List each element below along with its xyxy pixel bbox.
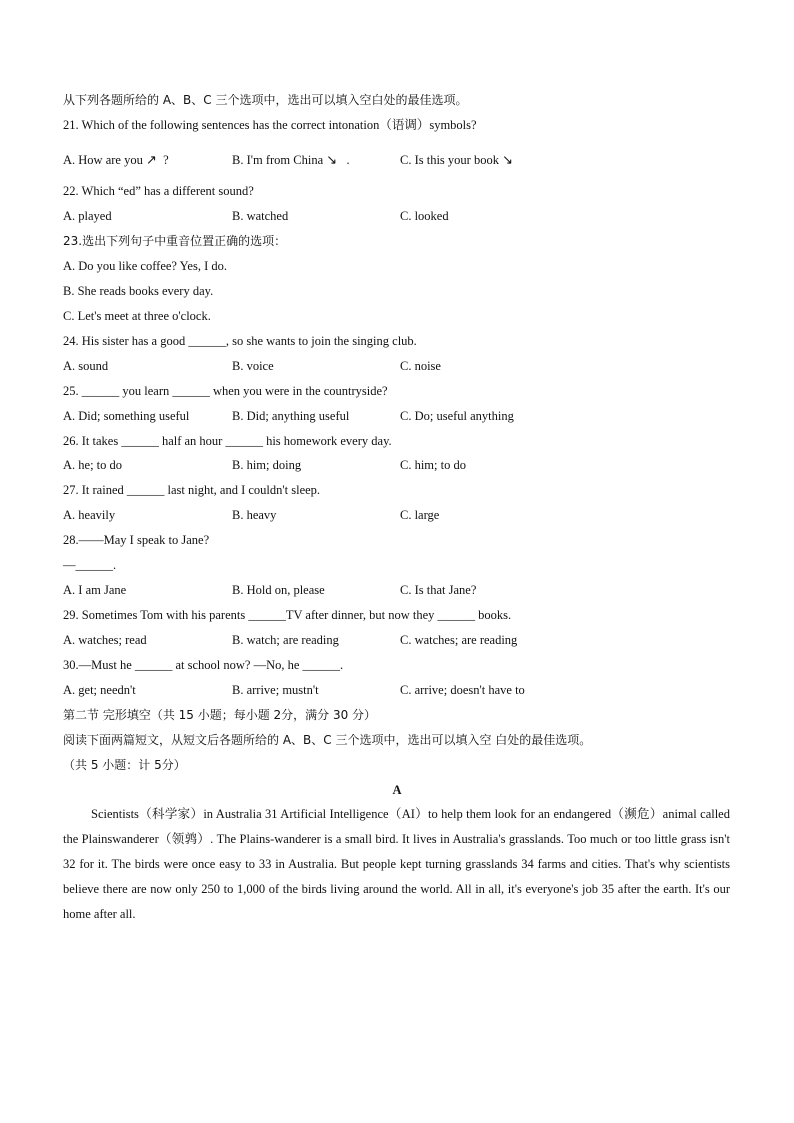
q27-option-a: A. heavily [63,508,116,522]
q27-option-b: B. heavy [232,508,277,522]
passage-title: A [392,783,402,797]
q29-option-a: A. watches; read [63,633,147,647]
q23-stem: 23.选出下列句子中重音位置正确的选项： [63,234,287,248]
q29-stem: 29. Sometimes Tom with his parents ______TV after dinner, but now they ______ books. [63,608,512,622]
q26-stem: 26. It takes ______ half an hour ______ his homework every day. [63,434,392,448]
q30-option-c: C. arrive; doesn't have to [400,683,525,697]
q23-option-b: B. She reads books every day. [63,284,214,298]
q22-option-c: C. looked [400,209,449,223]
q30-option-b: B. arrive; mustn't [232,683,319,697]
rising-intonation-icon: ↗ [145,153,157,168]
q26-option-a: A. he; to do [63,458,123,472]
q25-option-b: B. Did; anything useful [232,409,350,423]
q21-option-c: C. Is this your book ↘ [400,153,513,168]
q22-option-a: A. played [63,209,112,223]
section-subnote: （共 5 小题：计 5分） [63,758,186,772]
q28-reply: —______. [63,558,117,572]
q25-stem: 25. ______ you learn ______ when you were in the countryside? [63,384,388,398]
q26-option-b: B. him; doing [232,458,302,472]
q28-stem: 28.——May I speak to Jane? [63,533,210,547]
q28-option-a: A. I am Jane [63,583,127,597]
q28-option-c: C. Is that Jane? [400,583,477,597]
q24-stem: 24. His sister has a good ______, so she wants to join the singing club. [63,334,417,348]
q21-option-a: A. How are you ↗ ? [63,153,169,168]
q27-stem: 27. It rained ______ last night, and I couldn't sleep. [63,483,321,497]
q24-option-a: A. sound [63,359,109,373]
q22-stem: 22. Which “ed” has a different sound? [63,184,254,198]
q26-option-c: C. him; to do [400,458,466,472]
q23-option-a: A. Do you like coffee? Yes, I do. [63,259,227,273]
q21-option-b: B. I'm from China ↘ . [232,153,350,168]
section-heading: 第二节 完形填空（共 15 小题；每小题 2分，满分 30 分） [63,708,377,722]
q25-option-c: C. Do; useful anything [400,409,514,423]
q29-option-c: C. watches; are reading [400,633,518,647]
q30-option-a: A. get; needn't [63,683,136,697]
q22-option-b: B. watched [232,209,289,223]
q28-option-b: B. Hold on, please [232,583,325,597]
q21-stem: 21. Which of the following sentences has the correct intonation（语调）symbols? [63,118,477,132]
section-instruction: 阅读下面两篇短文，从短文后各题所给的 A、B、C 三个选项中，选出可以填入空 白处的最佳选项。 [63,733,592,747]
falling-intonation-icon: ↘ [502,153,513,168]
passage-a-text: Scientists（科学家）in Australia 31 Artificial Intelligence（AI）to help them look for an endangered（濒危）animal called the Plainswanderer（领鹑）. The Plains-wanderer is a small bird. It lives in Australia's grasslands. Too much or too little grass isn't 32 for it. The birds were once easy to 33 in Australia. But people kept turning grasslands 34 farms and cities. That's why scientists believe there are now only 250 to 1,000 of the birds living around the world. All in all, it's everyone's job 35 after the earth. It's our home after all. [63,807,730,921]
q29-option-b: B. watch; are reading [232,633,339,647]
q25-option-a: A. Did; something useful [63,409,190,423]
q24-option-b: B. voice [232,359,274,373]
q27-option-c: C. large [400,508,440,522]
q23-option-c: C. Let's meet at three o'clock. [63,309,211,323]
q30-stem: 30.—Must he ______ at school now? —No, he ______. [63,658,344,672]
q24-option-c: C. noise [400,359,441,373]
instruction-text: 从下列各题所给的 A、B、C 三个选项中，选出可以填入空白处的最佳选项。 [63,93,468,107]
falling-intonation-icon: ↘ [326,153,338,168]
